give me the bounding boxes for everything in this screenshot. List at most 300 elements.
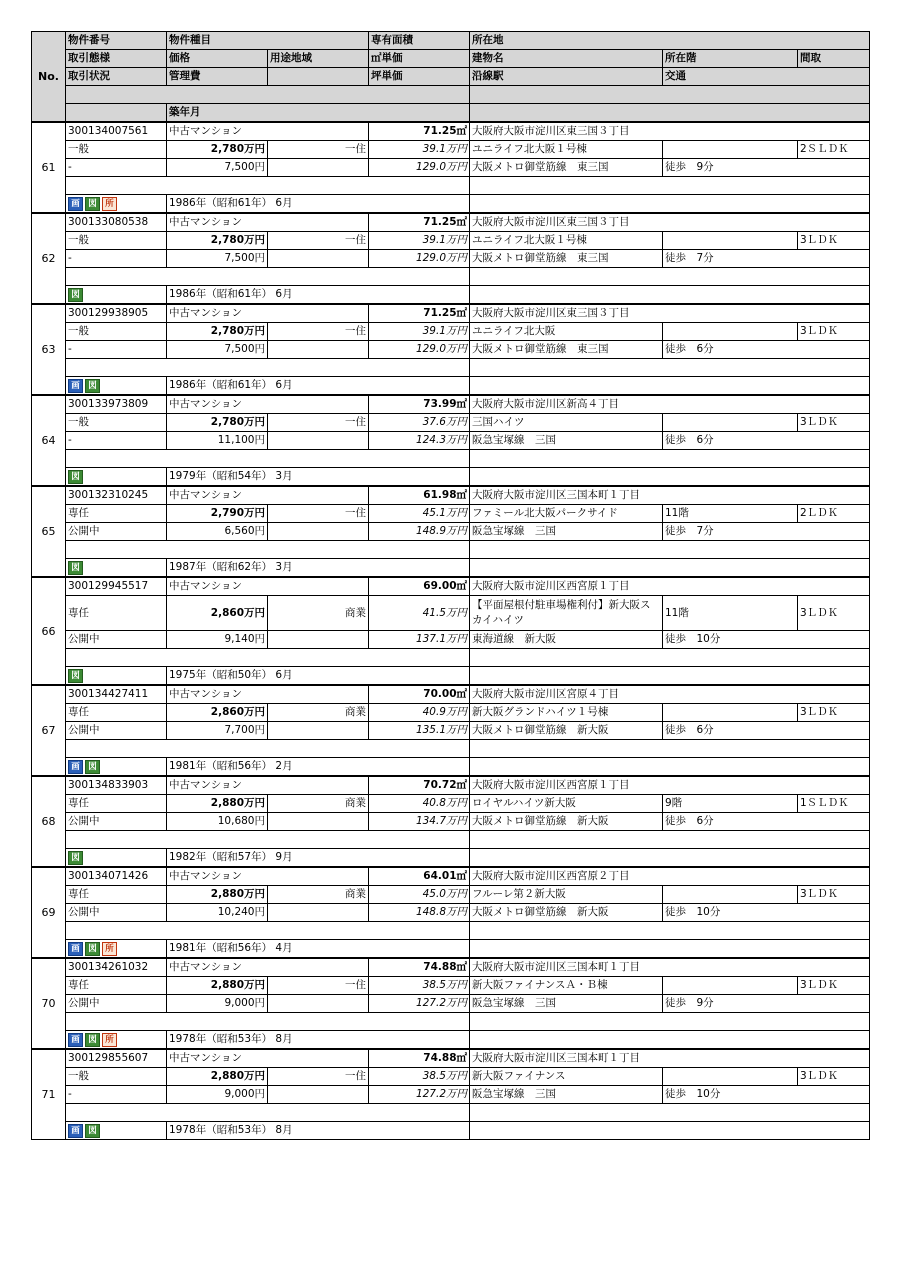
location-badge-icon[interactable]: 所: [102, 1033, 117, 1047]
deal-type: 専任: [66, 977, 167, 995]
blank-cell: [268, 813, 369, 831]
spacer-left: [66, 740, 470, 758]
listing-row: [32, 1104, 870, 1122]
photo-badge-icon[interactable]: 画: [68, 379, 83, 393]
listing-row: [32, 977, 870, 995]
management-fee: 9,000円: [167, 1086, 268, 1104]
listing-row: [32, 596, 870, 631]
spacer-right: [470, 450, 870, 468]
layout: 3ＬＤＫ: [798, 704, 870, 722]
area: 61.98㎡: [369, 486, 470, 505]
spacer-left: [66, 541, 470, 559]
spacer-right: [470, 177, 870, 195]
layout: 3ＬＤＫ: [798, 414, 870, 432]
property-id: 300134833903: [66, 776, 167, 795]
line-station: 阪急宝塚線 三国: [470, 1086, 663, 1104]
property-kind: 中古マンション: [167, 577, 369, 596]
spacer-left: [66, 922, 470, 940]
floor: [663, 414, 798, 432]
listing-row: [32, 849, 870, 868]
spacer-right: [470, 831, 870, 849]
price: 2,780万円: [167, 232, 268, 250]
area: 74.88㎡: [369, 1049, 470, 1068]
badge-cell: [66, 667, 167, 686]
listing-row: [32, 141, 870, 159]
management-fee: 10,240円: [167, 904, 268, 922]
spacer-left: [66, 1013, 470, 1031]
built-date: 1986年（昭和61年） 6月: [167, 195, 470, 214]
tsubo-price: 134.7万円: [369, 813, 470, 831]
deal-type: 専任: [66, 886, 167, 904]
layout: 3ＬＤＫ: [798, 232, 870, 250]
floor: 9階: [663, 795, 798, 813]
deal-type: 一般: [66, 323, 167, 341]
listing-row: [32, 649, 870, 667]
management-fee: 9,000円: [167, 995, 268, 1013]
address: 大阪府大阪市淀川区宮原４丁目: [470, 685, 870, 704]
zone: 商業: [268, 596, 369, 631]
listing-no: 63: [32, 304, 66, 395]
header-line-station: 沿線駅: [470, 68, 663, 86]
badge-cell: [66, 1122, 167, 1140]
area: 71.25㎡: [369, 304, 470, 323]
spacer-left: [66, 649, 470, 667]
listing-row: [32, 195, 870, 214]
zone: 商業: [268, 704, 369, 722]
sqm-price: 39.1万円: [369, 141, 470, 159]
header-blank-right: [470, 104, 870, 123]
access: 徒歩 7分: [663, 250, 870, 268]
line-station: 東海道線 新大阪: [470, 631, 663, 649]
listing-row: [32, 1122, 870, 1140]
floor: [663, 1068, 798, 1086]
listing-row: [32, 559, 870, 578]
deal-type: 一般: [66, 414, 167, 432]
header-sqm-price: ㎡単価: [369, 50, 470, 68]
listing-row: [32, 523, 870, 541]
floorplan-badge-icon[interactable]: 図: [68, 470, 83, 484]
sqm-price: 40.9万円: [369, 704, 470, 722]
blank-right: [470, 667, 870, 686]
access: 徒歩 9分: [663, 995, 870, 1013]
layout: 3ＬＤＫ: [798, 1068, 870, 1086]
sqm-price: 40.8万円: [369, 795, 470, 813]
listing-row: [32, 740, 870, 758]
listing-row: [32, 414, 870, 432]
property-kind: 中古マンション: [167, 395, 369, 414]
listing-no: 65: [32, 486, 66, 577]
layout: 2ＳＬＤＫ: [798, 141, 870, 159]
header-badges-blank: [66, 104, 167, 123]
status: -: [66, 159, 167, 177]
listing-row: [32, 776, 870, 795]
deal-type: 専任: [66, 596, 167, 631]
status: -: [66, 432, 167, 450]
management-fee: 7,500円: [167, 159, 268, 177]
listing-row: [32, 886, 870, 904]
line-station: 大阪メトロ御堂筋線 東三国: [470, 341, 663, 359]
tsubo-price: 148.9万円: [369, 523, 470, 541]
management-fee: 7,700円: [167, 722, 268, 740]
header-access: 交通: [663, 68, 870, 86]
sqm-price: 38.5万円: [369, 977, 470, 995]
listing-no: 64: [32, 395, 66, 486]
status: -: [66, 250, 167, 268]
blank-right: [470, 758, 870, 777]
built-date: 1986年（昭和61年） 6月: [167, 286, 470, 305]
tsubo-price: 148.8万円: [369, 904, 470, 922]
status: -: [66, 341, 167, 359]
built-date: 1981年（昭和56年） 4月: [167, 940, 470, 959]
header-zone: 用途地域: [268, 50, 369, 68]
floorplan-badge-icon[interactable]: 図: [68, 561, 83, 575]
badge-cell: [66, 377, 167, 396]
badge-cell: [66, 758, 167, 777]
zone: 一住: [268, 505, 369, 523]
building-name: 新大阪ファイナンスＡ・Ｂ棟: [470, 977, 663, 995]
listing-no: 67: [32, 685, 66, 776]
deal-type: 一般: [66, 1068, 167, 1086]
header-blank: [268, 68, 369, 86]
price: 2,780万円: [167, 141, 268, 159]
building-name: ユニライフ北大阪１号棟: [470, 141, 663, 159]
listing-row: [32, 541, 870, 559]
area: 71.25㎡: [369, 213, 470, 232]
tsubo-price: 137.1万円: [369, 631, 470, 649]
property-kind: 中古マンション: [167, 122, 369, 141]
listing-row: [32, 922, 870, 940]
badge-cell: [66, 940, 167, 959]
badge-cell: [66, 1031, 167, 1050]
area: 64.01㎡: [369, 867, 470, 886]
listing-row: [32, 1086, 870, 1104]
badge-cell: [66, 286, 167, 305]
listing-row: [32, 468, 870, 487]
floorplan-badge-icon[interactable]: 図: [68, 669, 83, 683]
building-name: ユニライフ北大阪: [470, 323, 663, 341]
spacer-left: [66, 450, 470, 468]
property-kind: 中古マンション: [167, 958, 369, 977]
tsubo-price: 127.2万円: [369, 995, 470, 1013]
listing-row: [32, 232, 870, 250]
listing-row: [32, 395, 870, 414]
listing-row: [32, 250, 870, 268]
built-date: 1975年（昭和50年） 6月: [167, 667, 470, 686]
floorplan-badge-icon[interactable]: 図: [68, 288, 83, 302]
status: 公開中: [66, 995, 167, 1013]
management-fee: 10,680円: [167, 813, 268, 831]
area: 70.72㎡: [369, 776, 470, 795]
line-station: 大阪メトロ御堂筋線 新大阪: [470, 813, 663, 831]
listing-row: [32, 323, 870, 341]
line-station: 大阪メトロ御堂筋線 東三国: [470, 159, 663, 177]
building-name: 新大阪ファイナンス: [470, 1068, 663, 1086]
floorplan-badge-icon[interactable]: 図: [85, 379, 100, 393]
layout: 3ＬＤＫ: [798, 977, 870, 995]
area: 71.25㎡: [369, 122, 470, 141]
address: 大阪府大阪市淀川区西宮原１丁目: [470, 776, 870, 795]
price: 2,860万円: [167, 596, 268, 631]
layout: 1ＳＬＤＫ: [798, 795, 870, 813]
blank-cell: [268, 523, 369, 541]
spacer-left: [66, 268, 470, 286]
header-built: 築年月: [167, 104, 470, 123]
tsubo-price: 135.1万円: [369, 722, 470, 740]
badge-cell: [66, 195, 167, 214]
listing-no: 62: [32, 213, 66, 304]
listing-row: [32, 450, 870, 468]
listing-row: [32, 359, 870, 377]
built-date: 1982年（昭和57年） 9月: [167, 849, 470, 868]
listing-row: [32, 341, 870, 359]
header-floor: 所在階: [663, 50, 798, 68]
deal-type: 一般: [66, 232, 167, 250]
zone: 商業: [268, 886, 369, 904]
price: 2,880万円: [167, 977, 268, 995]
spacer-right: [470, 541, 870, 559]
area: 69.00㎡: [369, 577, 470, 596]
listing-no: 68: [32, 776, 66, 867]
management-fee: 11,100円: [167, 432, 268, 450]
blank-right: [470, 1122, 870, 1140]
listing-no: 70: [32, 958, 66, 1049]
listing-row: [32, 631, 870, 649]
built-date: 1978年（昭和53年） 8月: [167, 1122, 470, 1140]
tsubo-price: 129.0万円: [369, 250, 470, 268]
sqm-price: 37.6万円: [369, 414, 470, 432]
blank-cell: [268, 341, 369, 359]
listing-row: [32, 268, 870, 286]
property-kind: 中古マンション: [167, 776, 369, 795]
address: 大阪府大阪市淀川区西宮原１丁目: [470, 577, 870, 596]
property-kind: 中古マンション: [167, 486, 369, 505]
listing-row: [32, 813, 870, 831]
floorplan-badge-icon[interactable]: 図: [85, 1124, 100, 1138]
location-badge-icon[interactable]: 所: [102, 197, 117, 211]
spacer-right: [470, 649, 870, 667]
address: 大阪府大阪市淀川区三国本町１丁目: [470, 486, 870, 505]
blank-cell: [268, 432, 369, 450]
blank-right: [470, 195, 870, 214]
listing-row: [32, 1049, 870, 1068]
floorplan-badge-icon[interactable]: 図: [68, 851, 83, 865]
building-name: ファミール北大阪パークサイド: [470, 505, 663, 523]
spacer-right: [470, 740, 870, 758]
line-station: 阪急宝塚線 三国: [470, 995, 663, 1013]
spacer-left: [66, 359, 470, 377]
floor: [663, 232, 798, 250]
zone: 一住: [268, 414, 369, 432]
floorplan-badge-icon[interactable]: 図: [85, 942, 100, 956]
access: 徒歩 9分: [663, 159, 870, 177]
management-fee: 9,140円: [167, 631, 268, 649]
status: 公開中: [66, 813, 167, 831]
line-station: 大阪メトロ御堂筋線 新大阪: [470, 722, 663, 740]
property-kind: 中古マンション: [167, 867, 369, 886]
spacer-left: [66, 831, 470, 849]
property-kind: 中古マンション: [167, 1049, 369, 1068]
built-date: 1981年（昭和56年） 2月: [167, 758, 470, 777]
address: 大阪府大阪市淀川区東三国３丁目: [470, 304, 870, 323]
zone: 一住: [268, 232, 369, 250]
header-layout: 間取: [798, 50, 870, 68]
floorplan-badge-icon[interactable]: 図: [85, 1033, 100, 1047]
property-id: 300129945517: [66, 577, 167, 596]
listing-row: [32, 432, 870, 450]
photo-badge-icon[interactable]: 画: [68, 197, 83, 211]
header-property-id: 物件番号: [66, 32, 167, 50]
header-status: 取引状況: [66, 68, 167, 86]
blank-cell: [268, 159, 369, 177]
blank-cell: [268, 1086, 369, 1104]
area: 70.00㎡: [369, 685, 470, 704]
listing-row: [32, 940, 870, 959]
price: 2,790万円: [167, 505, 268, 523]
floor: 11階: [663, 596, 798, 631]
address: 大阪府大阪市淀川区三国本町１丁目: [470, 958, 870, 977]
floor: [663, 977, 798, 995]
built-date: 1979年（昭和54年） 3月: [167, 468, 470, 487]
address: 大阪府大阪市淀川区東三国３丁目: [470, 213, 870, 232]
sqm-price: 39.1万円: [369, 232, 470, 250]
blank-cell: [268, 904, 369, 922]
address: 大阪府大阪市淀川区西宮原２丁目: [470, 867, 870, 886]
building-name: ユニライフ北大阪１号棟: [470, 232, 663, 250]
header-price: 価格: [167, 50, 268, 68]
blank-cell: [268, 722, 369, 740]
built-date: 1987年（昭和62年） 3月: [167, 559, 470, 578]
layout: 2ＬＤＫ: [798, 505, 870, 523]
deal-type: 専任: [66, 795, 167, 813]
property-id: 300132310245: [66, 486, 167, 505]
price: 2,880万円: [167, 886, 268, 904]
layout: 3ＬＤＫ: [798, 323, 870, 341]
line-station: 大阪メトロ御堂筋線 東三国: [470, 250, 663, 268]
floor: [663, 141, 798, 159]
floorplan-badge-icon[interactable]: 図: [85, 760, 100, 774]
spacer-right: [470, 268, 870, 286]
building-name: 新大阪グランドハイツ１号棟: [470, 704, 663, 722]
table-header: [32, 32, 870, 123]
listing-row: [32, 1013, 870, 1031]
listing-rows: [32, 122, 870, 1140]
access: 徒歩 7分: [663, 523, 870, 541]
blank-right: [470, 377, 870, 396]
header-fee: 管理費: [167, 68, 268, 86]
location-badge-icon[interactable]: 所: [102, 942, 117, 956]
zone: 一住: [268, 1068, 369, 1086]
blank-cell: [268, 250, 369, 268]
property-id: 300129855607: [66, 1049, 167, 1068]
listing-row: [32, 685, 870, 704]
listing-row: [32, 377, 870, 396]
spacer-left: [66, 1104, 470, 1122]
address: 大阪府大阪市淀川区東三国３丁目: [470, 122, 870, 141]
floor: [663, 704, 798, 722]
listing-row: [32, 904, 870, 922]
building-name: 三国ハイツ: [470, 414, 663, 432]
management-fee: 7,500円: [167, 341, 268, 359]
access: 徒歩 10分: [663, 1086, 870, 1104]
status: 公開中: [66, 523, 167, 541]
header-spacer-left: [66, 86, 470, 104]
floor: [663, 886, 798, 904]
status: -: [66, 1086, 167, 1104]
zone: 一住: [268, 977, 369, 995]
header-area: 専有面積: [369, 32, 470, 50]
badge-cell: [66, 468, 167, 487]
blank-right: [470, 286, 870, 305]
zone: 一住: [268, 141, 369, 159]
sqm-price: 38.5万円: [369, 1068, 470, 1086]
photo-badge-icon[interactable]: 画: [68, 760, 83, 774]
address: 大阪府大阪市淀川区新高４丁目: [470, 395, 870, 414]
management-fee: 6,560円: [167, 523, 268, 541]
access: 徒歩 6分: [663, 813, 870, 831]
header-spacer-right: [470, 86, 870, 104]
building-name: フルーレ第２新大阪: [470, 886, 663, 904]
listing-no: 66: [32, 577, 66, 685]
property-id: 300133080538: [66, 213, 167, 232]
listing-row: [32, 159, 870, 177]
sqm-price: 41.5万円: [369, 596, 470, 631]
listing-row: [32, 304, 870, 323]
listing-row: [32, 505, 870, 523]
status: 公開中: [66, 722, 167, 740]
property-id: 300134007561: [66, 122, 167, 141]
line-station: 阪急宝塚線 三国: [470, 432, 663, 450]
listing-row: [32, 177, 870, 195]
photo-badge-icon[interactable]: 画: [68, 1033, 83, 1047]
photo-badge-icon[interactable]: 画: [68, 1124, 83, 1138]
listing-row: [32, 795, 870, 813]
zone: 商業: [268, 795, 369, 813]
property-kind: 中古マンション: [167, 304, 369, 323]
price: 2,880万円: [167, 1068, 268, 1086]
floorplan-badge-icon[interactable]: 図: [85, 197, 100, 211]
access: 徒歩 10分: [663, 904, 870, 922]
listing-row: [32, 486, 870, 505]
price: 2,780万円: [167, 323, 268, 341]
badge-cell: [66, 559, 167, 578]
price: 2,880万円: [167, 795, 268, 813]
access: 徒歩 10分: [663, 631, 870, 649]
property-id: 300129938905: [66, 304, 167, 323]
deal-type: 専任: [66, 505, 167, 523]
listing-row: [32, 213, 870, 232]
listing-no: 61: [32, 122, 66, 213]
line-station: 大阪メトロ御堂筋線 新大阪: [470, 904, 663, 922]
spacer-left: [66, 177, 470, 195]
tsubo-price: 124.3万円: [369, 432, 470, 450]
photo-badge-icon[interactable]: 画: [68, 942, 83, 956]
status: 公開中: [66, 904, 167, 922]
listing-sheet: [31, 31, 869, 1140]
sqm-price: 39.1万円: [369, 323, 470, 341]
tsubo-price: 127.2万円: [369, 1086, 470, 1104]
listing-row: [32, 704, 870, 722]
blank-cell: [268, 631, 369, 649]
floor: 11階: [663, 505, 798, 523]
property-id: 300133973809: [66, 395, 167, 414]
layout: 3ＬＤＫ: [798, 886, 870, 904]
badge-cell: [66, 849, 167, 868]
listing-row: [32, 286, 870, 305]
listing-row: [32, 831, 870, 849]
header-no: No.: [32, 32, 66, 123]
price: 2,860万円: [167, 704, 268, 722]
spacer-right: [470, 1013, 870, 1031]
